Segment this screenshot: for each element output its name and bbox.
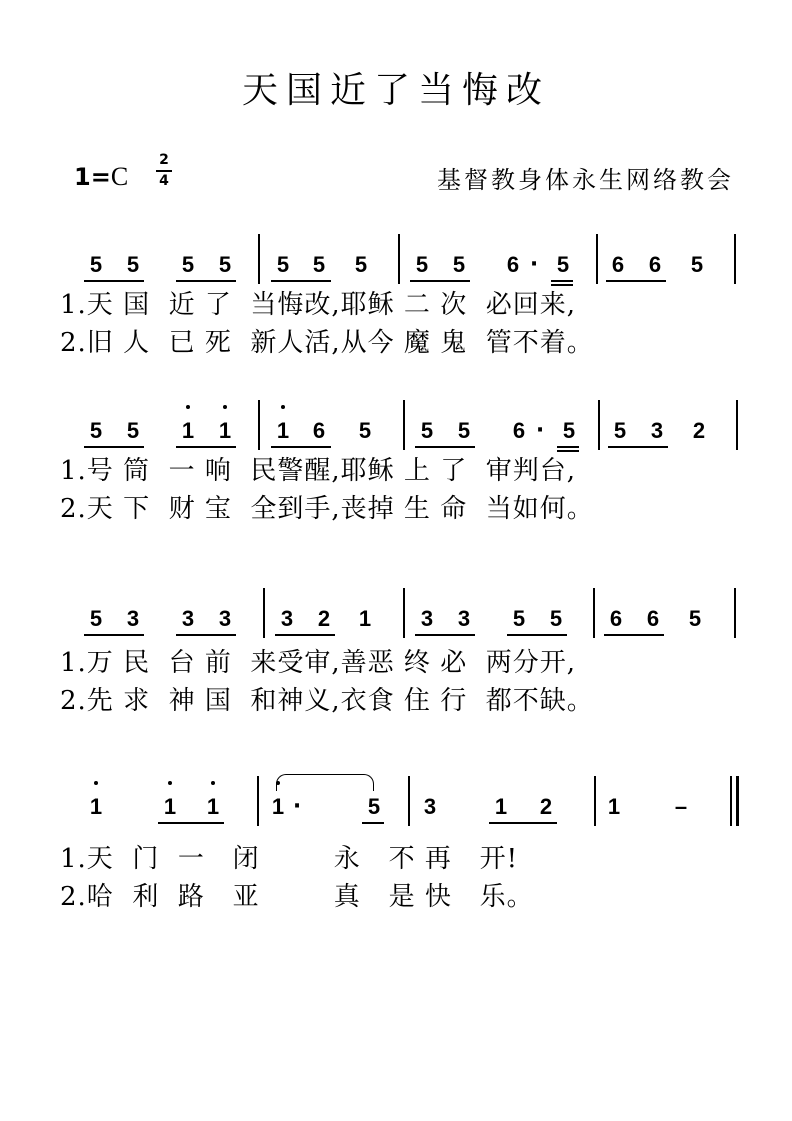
dot-augment: · [292,794,302,819]
note: 5 [562,418,576,443]
barline [736,400,738,450]
note: 3 [218,606,232,631]
note: 5 [126,252,140,277]
note-high: 1 [175,418,201,444]
note: 2 [317,606,331,631]
key-note: C [110,162,129,191]
barline [730,776,732,826]
barline [403,400,405,450]
underline [606,280,666,282]
note: 6 [609,606,623,631]
note: 6 [512,418,526,443]
underline [415,634,475,636]
note: 3 [181,606,195,631]
lyric-verse-1: 1.万 民 台 前 来受审,善恶 终 必 两分开, [60,648,576,678]
note: 5 [512,606,526,631]
lyric-verse-1: 1.天 门 一 闭 永 不 再 开! [60,844,519,874]
note: 5 [549,606,563,631]
note: 5 [89,252,103,277]
underline [271,446,331,448]
note: 5 [420,418,434,443]
note: 5 [89,606,103,631]
key-signature [74,162,128,192]
staff-line-4 [0,786,792,916]
note: 6 [312,418,326,443]
note: 3 [457,606,471,631]
note-high: 1 [265,794,291,820]
note: 5 [367,794,381,819]
dot-augment: · [535,418,545,443]
barline [408,776,410,826]
underline [551,280,573,282]
staff-line-3 [0,598,792,728]
tie-slur [276,774,374,791]
note: 5 [89,418,103,443]
notation-row [0,598,792,648]
underline [176,634,236,636]
lyric-verse-2: 2.旧 人 已 死 新人活,从今 魔 鬼 管不着。 [60,328,594,358]
underline [362,822,384,824]
lyric-verse-2: 2.先 求 神 国 和神义,衣食 住 行 都不缺。 [60,686,594,716]
dash: – [674,794,688,819]
note: 6 [506,252,520,277]
note: 5 [452,252,466,277]
note: 5 [354,252,368,277]
underline [489,822,557,824]
time-bottom: 4 [159,173,169,189]
note: 1 [358,606,372,631]
barline [734,588,736,638]
dot-augment: · [529,252,539,277]
note: 6 [611,252,625,277]
note: 6 [646,606,660,631]
underline [176,446,236,448]
time-signature [156,152,172,190]
note: 5 [276,252,290,277]
note: 3 [126,606,140,631]
note-high: 1 [200,794,226,820]
credit-text: 基督教身体永生网络教会 [437,166,734,194]
key-prefix: 1= [74,163,111,191]
note: 5 [126,418,140,443]
underline [176,280,236,282]
underline [84,280,144,282]
note: 6 [648,252,662,277]
underline [507,634,567,636]
barline [257,776,259,826]
barline [263,588,265,638]
note: 3 [650,418,664,443]
underline [158,822,224,824]
underline [415,446,475,448]
note-high: 1 [157,794,183,820]
note: 5 [218,252,232,277]
note: 1 [607,794,621,819]
note: 5 [181,252,195,277]
barline [258,400,260,450]
underline [604,634,664,636]
note: 2 [692,418,706,443]
underline [608,446,668,448]
underline [271,280,331,282]
note-high: 1 [83,794,109,820]
note-high: 1 [212,418,238,444]
underline [84,634,144,636]
song-title: 天国近了当悔改 [241,70,550,111]
lyric-verse-2: 2.天 下 财 宝 全到手,丧掉 生 命 当如何。 [60,494,594,524]
barline [734,234,736,284]
note: 5 [457,418,471,443]
lyric-verse-1: 1.号 筒 一 响 民警醒,耶稣 上 了 审判台, [60,456,576,486]
time-top: 2 [159,152,169,168]
note: 5 [688,606,702,631]
note: 1 [494,794,508,819]
note: 5 [358,418,372,443]
underline [557,446,579,448]
barline [596,234,598,284]
staff-line-1 [0,244,792,374]
note: 3 [423,794,437,819]
note: 5 [690,252,704,277]
note: 3 [280,606,294,631]
final-barline [736,776,739,826]
barline [598,400,600,450]
notation-row [0,786,792,836]
underline [410,280,470,282]
time-fraction-bar [156,170,172,172]
note: 5 [312,252,326,277]
note: 5 [415,252,429,277]
staff-line-2 [0,410,792,540]
lyric-verse-1: 1.天 国 近 了 当悔改,耶稣 二 次 必回来, [60,290,576,320]
note: 5 [556,252,570,277]
barline [593,588,595,638]
note: 3 [420,606,434,631]
note-high: 1 [270,418,296,444]
barline [594,776,596,826]
barline [403,588,405,638]
note: 5 [613,418,627,443]
barline [258,234,260,284]
underline [275,634,335,636]
note: 2 [539,794,553,819]
underline [84,446,144,448]
barline [398,234,400,284]
lyric-verse-2: 2.哈 利 路 亚 真 是 快 乐。 [60,882,534,912]
